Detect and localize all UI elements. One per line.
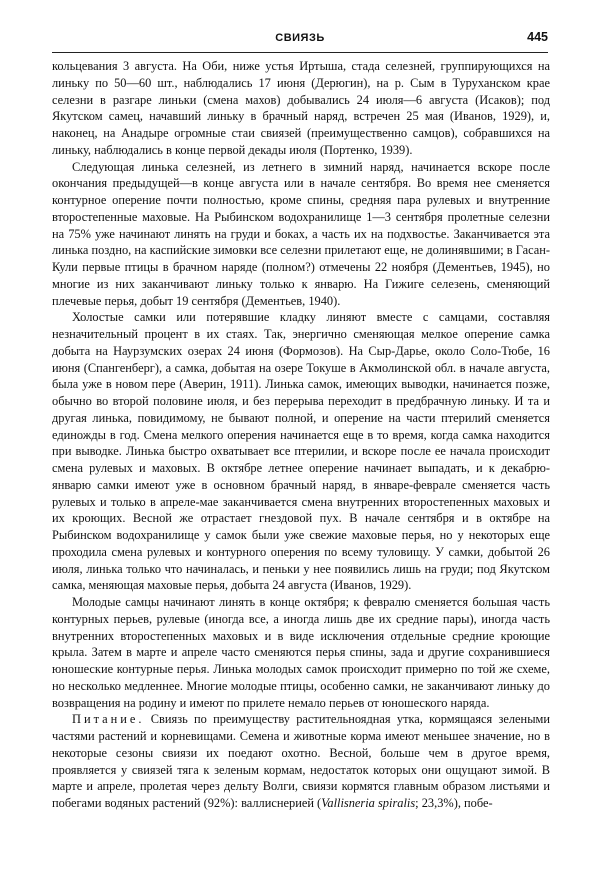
latin-species-name: Vallisneria spiralis bbox=[321, 796, 416, 810]
running-head: СВИЯЗЬ bbox=[275, 32, 325, 44]
feeding-text: Свиязь по преимуществу растительноядная утка, кормящаяся зелеными частями растений и корневищами. Семена и животные корма имеют меньшее значение, но в некоторые сезоны свиязи их поедают охотно. Весной, больше чем в другое время, проявляется у свиязей тяга к зеленым кормам, недостаток которых они ощущают зимой. В марте и апреле, пролетая через дельту Волги, свиязи кормятся главным образом листьями и побегами водяных растений (92%): валлиснерией ( bbox=[52, 712, 550, 810]
feeding-heading: Питание. bbox=[72, 712, 145, 727]
paragraph-young-birds-moult: Молодые самцы начинают линять в конце октября; к февралю сменяется большая часть контурных перьев, рулевые (иногда все, а иногда лишь две их средние пары), иногда часть внутренних второстепенных маховых и в виде исключения отдельные средние кроющие крыла. Затем в марте и апреле часто сменяются перья спины, зада и другие сохранившиеся юношеские контурные перья. Линька молодых самок происходит примерно по той же схеме, но несколько медленнее. Многие молодые птицы, особенно самки, не заканчивают линьку до возвращения на родину и имеют по прилете немало перьев от юношеского наряда. bbox=[52, 595, 550, 710]
paragraph-female-moult: Холостые самки или потерявшие кладку линяют вместе с самцами, составляя незначительный процент в их стаях. Так, энергично сменяющая мелкое оперение самка добыта на Наурзумских озерах 24 июня (Формозов). На Сыр-Дарье, около Соло-Тюбе, 16 июня (Спангенберг), а самка, добытая на озере Токуше в Акмолинской обл. в начале августа, была уже в новом пере (Аверин, 1911). Линька самок, имеющих выводки, начинается позже, обычно во второй половине июля, и без перерыва переходит в предбрачную линьку. И та и другая линька, повидимому, не бывают полной, и оперение на части птерилий сменяется единожды в год. Смена мелкого оперения начинается еще в то время, когда самка находится при выводке. Линька быстро охватывает все птерилии, и вскоре после ее начала происходит смена рулевых и маховых. В октябре летнее оперение начинает выпадать, и к декабрю-январю самки имеют уже в основном брачный наряд, в январе-феврале сменяется часть рулевых и только в апреле-мае заканчивается смена внутренних второстепенных маховых и их кроющих. Весной же отрастает гнездовой пух. В начале сентября и в октябре на Рыбинском водохранилище у самок были уже свежие маховые перья, но у некоторых еще проходила смена рулевых и контурного оперения по всему туловищу. У самки, добытой 26 июля, линька только что начиналась, и пеньки у нее появились лишь на груди; под Якутском самка, меняющая маховые перья, добыта 24 августа (Иванов, 1929). bbox=[52, 310, 550, 593]
paragraph-drake-winter-moult: Следующая линька селезней, из летнего в зимний наряд, начинается вскоре после окончания предыдущей—в конце августа или в начале сентября. Во время нее сменяется контурное оперение почти полностью, кроме спины, средняя пара рулевых и внутренние второстепенные маховые. На Рыбинском водохранилище 1—3 сентября пролетные селезни на 75% уже начинают линять на груди и боках, а часть их на подхвостье. Заканчивается эта линька поздно, на каспийские зимовки все селезни прилетают еще, не долинявшими; в Гасан-Кули первые птицы в брачном наряде (полном?) отмечены 22 ноября (Дементьев, 1945), но многие из них заканчивают линьку только к январю. На Гижиге селезень, сменяющий плечевые перья, добыт 19 сентября (Дементьев, 1940). bbox=[52, 159, 550, 308]
body-text bbox=[52, 58, 550, 812]
feeding-text-end: ; 23,3%), побе- bbox=[415, 796, 493, 810]
page-number: 445 bbox=[527, 30, 548, 44]
paragraph-moult-locations: кольцевания 3 августа. На Оби, ниже устья Иртыша, стада селезней, группирующихся на линьку по 50—60 шт., наблюдались 17 июня (Дерюгин), на р. Сым в Туруханском крае селезни в разгаре линьки (смена махов) добывались 24 июля—6 августа (Исаков); под Якутском самец, начавший линьку в брачный наряд, встречен 25 мая (Иванов, 1929), и, наконец, на Анадыре огромные стаи свиязей (преимущественно самцов), собравшихся на линьку, наблюдались в конце первой декады июля (Портенко, 1939). bbox=[52, 59, 550, 157]
paragraph-feeding bbox=[52, 711, 550, 812]
page-header bbox=[52, 30, 548, 53]
